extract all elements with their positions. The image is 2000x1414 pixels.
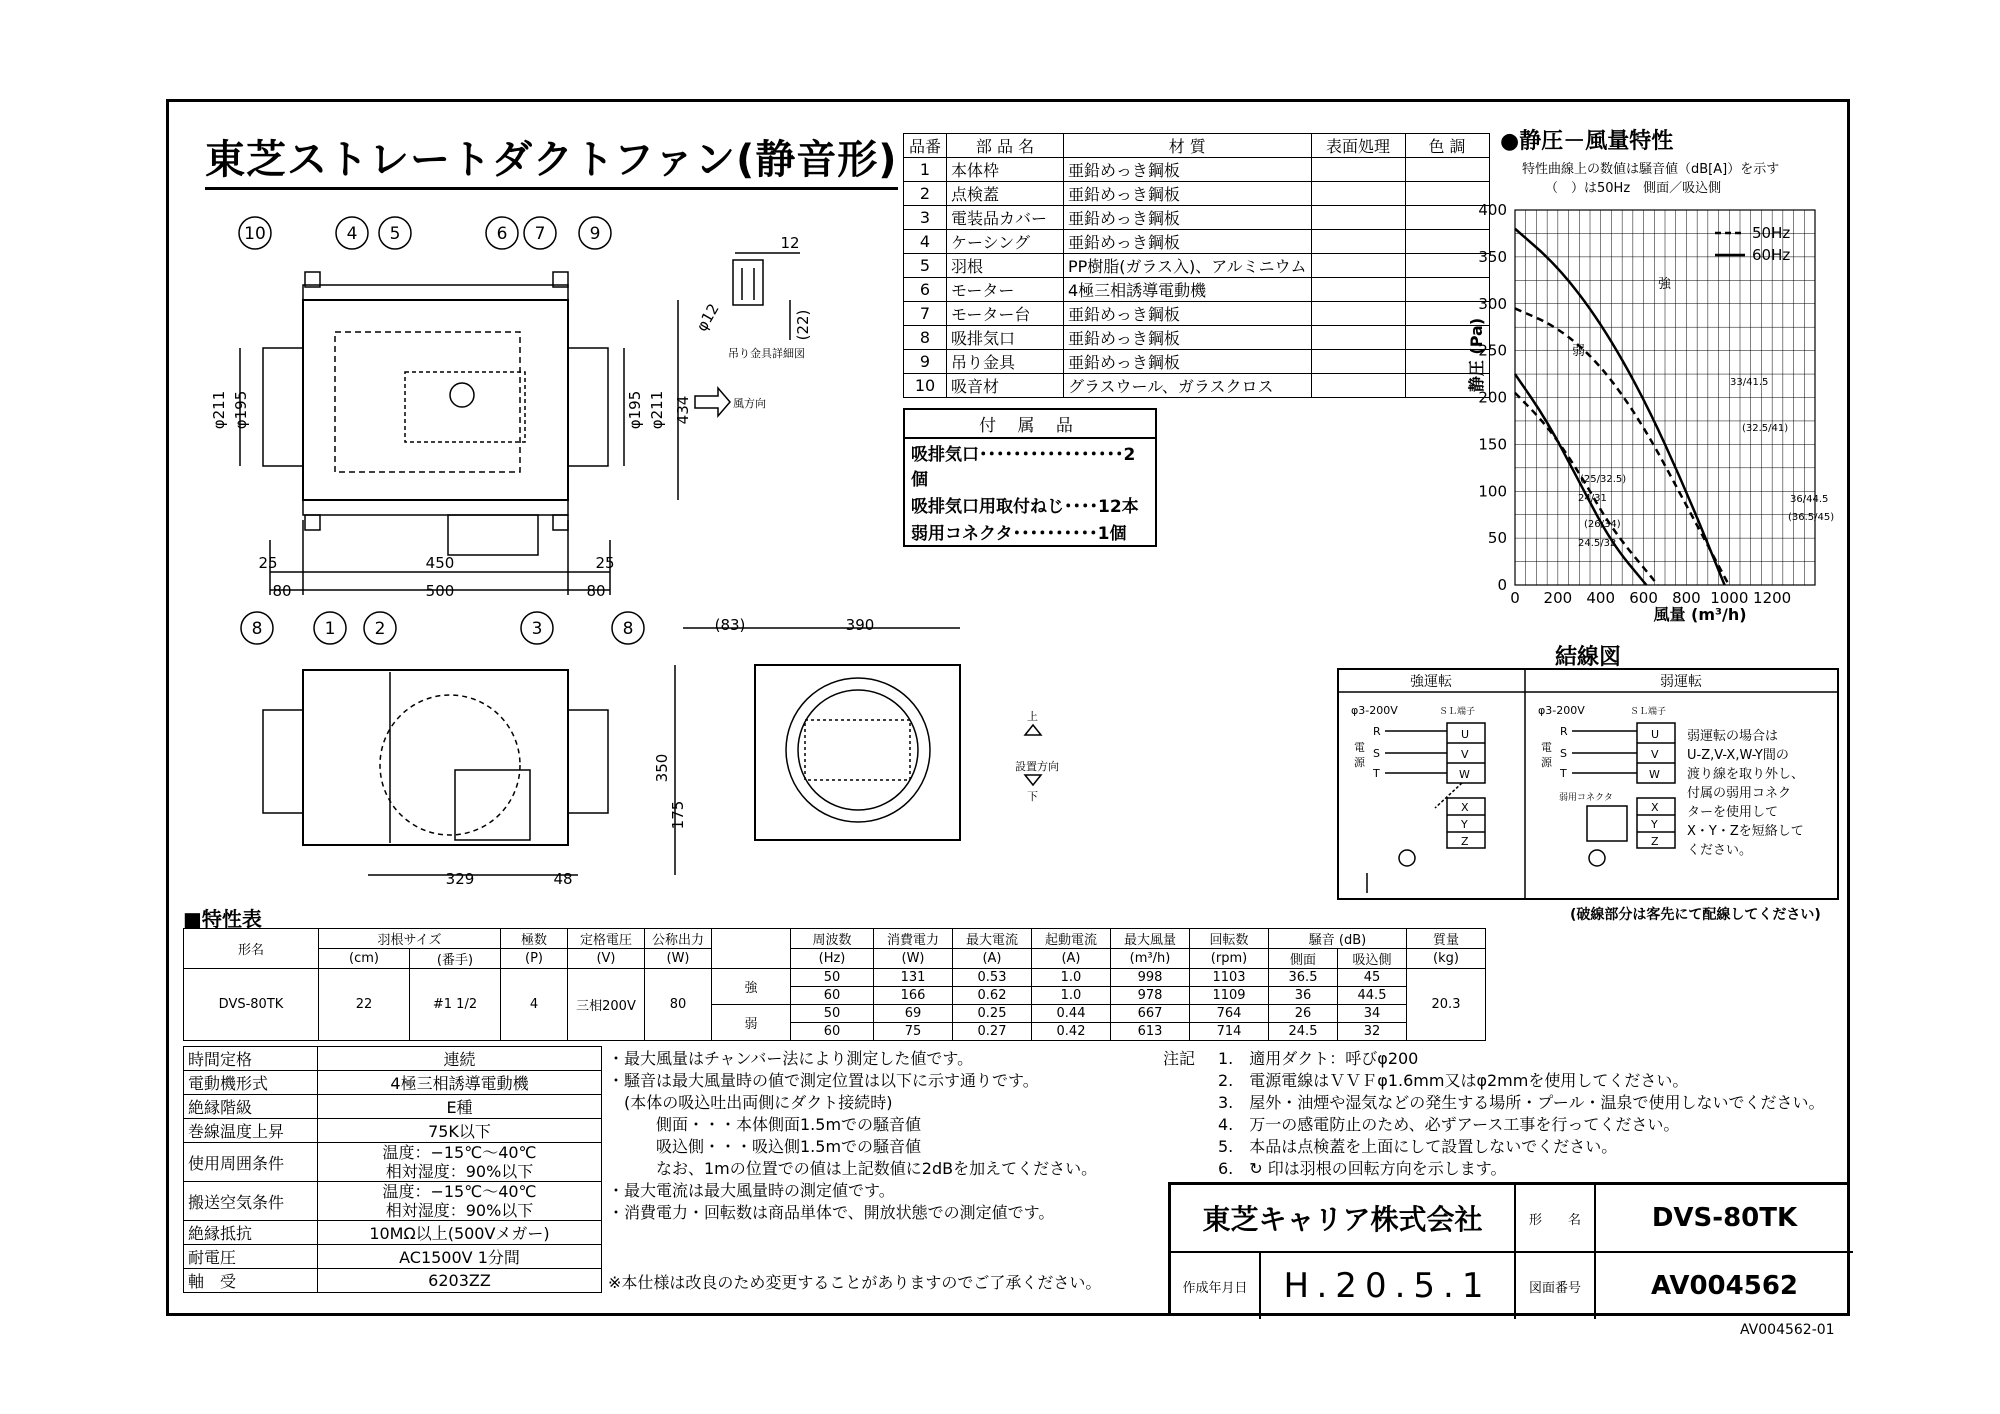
accessory-item: 吸排気口用取付ねじ････12本 (911, 497, 1139, 517)
note-line: なお、1mの位置での値は上記数値に2dBを加えてください。 (608, 1159, 1098, 1178)
y-tick-label: 0 (1497, 576, 1507, 594)
spec-h-voltage: 定格電圧 (568, 929, 645, 949)
remarks-label: 注記 (1163, 1049, 1196, 1068)
legend-60hz: 60Hz (1752, 246, 1791, 264)
parts-name: モーター (947, 278, 1064, 302)
wiring-x-weak: X (1651, 801, 1659, 814)
drawing-no-value: AV004562 (1650, 1271, 1799, 1301)
weak-note-7: ください。 (1687, 843, 1753, 858)
parts-finish (1311, 278, 1405, 302)
dim-top-9: 80 (272, 582, 292, 600)
spec-sh-a: (A) (953, 949, 1032, 969)
y-axis-title: 静圧 (Pa) (1467, 317, 1486, 393)
dim-top-6: 25 (258, 554, 278, 572)
wiring-y-weak: Y (1651, 818, 1658, 831)
chart-title: ●静圧－風量特性 (1500, 129, 1674, 154)
drawing-no-label: 図面番号 (1516, 1253, 1596, 1319)
spec-cell: 0.44 (1032, 1005, 1111, 1023)
spec-cell: 26 (1269, 1005, 1338, 1023)
parts-no: 1 (904, 158, 947, 182)
noise-label: (32.5/41) (1742, 423, 1789, 434)
noise-label: (25/32.5) (1580, 474, 1627, 485)
wiring-title: 結線図 (1555, 645, 1622, 670)
parts-material: 亜鉛めっき鋼板 (1064, 182, 1312, 206)
spec-cell: 998 (1111, 969, 1190, 987)
note-line: (本体の吸込吐出両側にダクト接続時) (608, 1093, 893, 1112)
spec-cell: 667 (1111, 1005, 1190, 1023)
wiring-w: W (1459, 768, 1470, 781)
date-value: H.20.5.1 (1261, 1253, 1516, 1319)
y-tick-label: 200 (1478, 388, 1507, 407)
parts-no: 3 (904, 206, 947, 230)
parts-no: 4 (904, 230, 947, 254)
spec-size-no: #1 1/2 (410, 969, 501, 1041)
parts-material: 亜鉛めっき鋼板 (1064, 230, 1312, 254)
hanger-dim-3: (22) (794, 309, 812, 341)
hanger-label: 吊り金具詳細図 (728, 347, 805, 360)
parts-row (904, 350, 1490, 374)
cond-label: 軸 受 (184, 1269, 318, 1293)
parts-finish (1311, 326, 1405, 350)
wiring-u: U (1461, 728, 1470, 741)
accessories-box (903, 408, 1157, 547)
spec-sh-rpm: (rpm) (1190, 949, 1269, 969)
legend-50hz: 50Hz (1752, 224, 1791, 242)
dim-bottom-4: 390 (845, 616, 875, 634)
cond-label: 搬送空気条件 (184, 1182, 318, 1221)
wiring-src-1: 電 (1354, 741, 1365, 754)
weak-note-2: U-Z,V-X,W-Y間の (1687, 748, 1789, 763)
spec-sh-kg: (kg) (1407, 949, 1486, 969)
spec-cell: 69 (874, 1005, 953, 1023)
spec-cell: 166 (874, 987, 953, 1005)
noise-label: (36.5/45) (1788, 512, 1835, 523)
dim-top-10: 500 (425, 582, 455, 600)
spec-sh-v: (V) (568, 949, 645, 969)
static-pressure-airflow-chart (1460, 195, 1855, 635)
parts-material: 亜鉛めっき鋼板 (1064, 158, 1312, 182)
spec-h-output: 公称出力 (645, 929, 712, 949)
parts-header-color: 色 調 (1405, 134, 1489, 158)
wiring-t-weak: T (1560, 767, 1567, 780)
parts-row (904, 206, 1490, 230)
spec-h-freq: 周波数 (791, 929, 874, 949)
weak-note-3: 渡り線を取り外し、 (1687, 767, 1805, 782)
parts-row (904, 230, 1490, 254)
parts-material: グラスウール、ガラスクロス (1064, 374, 1312, 398)
spec-cell: 0.53 (953, 969, 1032, 987)
y-tick-label: 300 (1478, 294, 1507, 313)
parts-name: 点検蓋 (947, 182, 1064, 206)
spec-mode-strong: 強 (712, 969, 791, 1005)
parts-row (904, 158, 1490, 182)
wiring-diagram (1337, 668, 1840, 903)
cond-label: 耐電圧 (184, 1245, 318, 1269)
parts-table (903, 133, 1490, 398)
cond-value: 温度：−15℃〜40℃ (382, 1182, 537, 1201)
wiring-terminal-strong: ＳＬ端子 (1439, 707, 1476, 717)
x-axis-title: 風量 (m³/h) (1653, 605, 1747, 624)
parts-material: 亜鉛めっき鋼板 (1064, 350, 1312, 374)
dim-top-5: 434 (674, 395, 692, 425)
remark-line: 3. 屋外・油煙や湿気などの発生する場所・プール・温泉で使用しないでください。 (1218, 1093, 1825, 1112)
airflow-label: 風方向 (733, 397, 766, 410)
parts-color (1405, 158, 1489, 182)
disclaimer: ※本仕様は改良のため変更することがありますのでご了承ください。 (608, 1273, 1102, 1292)
parts-no: 9 (904, 350, 947, 374)
spec-cell: 60 (791, 1023, 874, 1041)
part-balloon-number: 1 (324, 619, 336, 639)
wiring-r-weak: R (1560, 725, 1568, 738)
y-tick-label: 400 (1478, 201, 1507, 219)
parts-name: モーター台 (947, 302, 1064, 326)
spec-sh-side: 側面 (1269, 949, 1338, 969)
spec-cell: 0.62 (953, 987, 1032, 1005)
page-title: 東芝ストレートダクトファン(静音形) (205, 128, 898, 190)
parts-header-no: 品番 (904, 134, 947, 158)
spec-h-power: 消費電力 (874, 929, 953, 949)
parts-finish (1311, 206, 1405, 230)
date-label: 作成年月日 (1171, 1253, 1261, 1319)
remark-line: 6. ↻ 印は羽根の回転方向を示します。 (1218, 1159, 1507, 1178)
note-line: 吸込側・・・吸込側1.5mでの騒音値 (608, 1137, 922, 1156)
cond-value: 相対湿度：90%以下 (385, 1162, 534, 1181)
part-balloon-number: 7 (534, 224, 546, 244)
wiring-footnote: (破線部分は客先にて配線してください) (1570, 907, 1821, 923)
wiring-t: T (1373, 767, 1380, 780)
part-balloon-number: 4 (346, 224, 358, 244)
dim-top-2: φ195 (232, 390, 250, 430)
spec-output: 80 (645, 969, 712, 1041)
parts-material: PP樹脂(ガラス入)、アルミニウム (1064, 254, 1312, 278)
model-value: DVS-80TK (1596, 1185, 1853, 1253)
spec-cell: 764 (1190, 1005, 1269, 1023)
parts-no: 10 (904, 374, 947, 398)
cond-value: 6203ZZ (318, 1269, 602, 1293)
part-balloon-number: 8 (622, 619, 634, 639)
dim-top-4: φ211 (648, 390, 666, 430)
spec-h-poles: 極数 (501, 929, 568, 949)
wiring-v-weak: V (1651, 748, 1659, 761)
parts-row (904, 374, 1490, 398)
parts-name: 吊り金具 (947, 350, 1064, 374)
curve-label-strong: 強 (1658, 277, 1672, 292)
parts-name: 羽根 (947, 254, 1064, 278)
series-line-0 (1515, 229, 1725, 585)
spec-sh-cm: (cm) (319, 949, 410, 969)
remark-line: 1. 適用ダクト：呼びφ200 (1218, 1049, 1419, 1068)
spec-poles: 4 (501, 969, 568, 1041)
spec-sh-a2: (A) (1032, 949, 1111, 969)
dim-bottom-3: (83) (714, 616, 746, 634)
install-label: 設置方向 (1015, 760, 1059, 773)
dim-bottom-1: 329 (445, 870, 475, 888)
wiring-power-weak: φ3-200V (1538, 704, 1585, 717)
curve-label-weak: 弱 (1572, 344, 1586, 359)
spec-cell: 0.42 (1032, 1023, 1111, 1041)
chart-note-1: 特性曲線上の数値は騒音値（dB[A]）を示す (1522, 162, 1780, 177)
model-label: 形 名 (1516, 1185, 1596, 1253)
spec-cell: 613 (1111, 1023, 1190, 1041)
conditions-table (183, 1046, 602, 1293)
spec-cell: 0.27 (953, 1023, 1032, 1041)
spec-cell: 131 (874, 969, 953, 987)
wiring-r: R (1373, 725, 1381, 738)
parts-finish (1311, 302, 1405, 326)
spec-size-cm: 22 (319, 969, 410, 1041)
parts-name: 本体枠 (947, 158, 1064, 182)
spec-cell: 1109 (1190, 987, 1269, 1005)
x-tick-label: 800 (1672, 589, 1701, 607)
dim-top-1: φ211 (210, 390, 228, 430)
accessory-item: 吸排気口･････････････････2個 (911, 445, 1136, 490)
install-up: 上 (1027, 710, 1038, 723)
part-balloon-number: 9 (589, 224, 601, 244)
wiring-y: Y (1461, 818, 1468, 831)
parts-name: ケーシング (947, 230, 1064, 254)
accessory-item: 弱用コネクタ･･････････1個 (911, 524, 1127, 544)
spec-cell: 50 (791, 1005, 874, 1023)
weak-note-5: ターを使用して (1687, 805, 1779, 820)
spec-h-maxflow: 最大風量 (1111, 929, 1190, 949)
hanger-dim-1: 12 (780, 234, 800, 252)
chart-note-2: （ ）は50Hz 側面／吸込側 (1545, 181, 1722, 196)
wiring-src-w2: 源 (1541, 756, 1552, 769)
dim-top-11: 80 (586, 582, 606, 600)
y-tick-label: 50 (1487, 529, 1507, 548)
spec-cell: 36.5 (1269, 969, 1338, 987)
cond-value: AC1500V 1分間 (318, 1245, 602, 1269)
spec-mode-weak: 弱 (712, 1005, 791, 1041)
dim-bottom-6: 175 (669, 800, 687, 830)
note-line: ・消費電力・回転数は商品単体で、開放状態での測定値です。 (608, 1203, 1055, 1222)
cond-label: 絶縁抵抗 (184, 1221, 318, 1245)
wiring-weak-label: 弱運転 (1660, 674, 1702, 690)
spec-cell: 714 (1190, 1023, 1269, 1041)
parts-name: 電装品カバー (947, 206, 1064, 230)
parts-finish (1311, 374, 1405, 398)
parts-material: 亜鉛めっき鋼板 (1064, 206, 1312, 230)
parts-no: 2 (904, 182, 947, 206)
x-tick-label: 0 (1510, 589, 1520, 607)
spec-sh-p: (P) (501, 949, 568, 969)
spec-cell: 1103 (1190, 969, 1269, 987)
parts-no: 7 (904, 302, 947, 326)
spec-cell: 34 (1338, 1005, 1407, 1023)
parts-header-finish: 表面処理 (1311, 134, 1405, 158)
dim-bottom-2: 48 (553, 870, 573, 888)
company-name: 東芝キャリア株式会社 (1171, 1185, 1516, 1253)
y-tick-label: 250 (1478, 341, 1507, 360)
cond-value: 75K以下 (318, 1119, 602, 1143)
x-tick-label: 600 (1629, 589, 1658, 607)
parts-no: 6 (904, 278, 947, 302)
part-balloon-number: 5 (389, 224, 401, 244)
cond-label: 使用周囲条件 (184, 1143, 318, 1182)
noise-label: (26/34) (1584, 519, 1621, 530)
dim-top-7: 450 (425, 554, 455, 572)
install-down: 下 (1027, 790, 1038, 803)
parts-finish (1311, 182, 1405, 206)
spec-sh-w2: (W) (874, 949, 953, 969)
weak-note-6: X・Y・Zを短絡して (1687, 824, 1804, 839)
parts-no: 5 (904, 254, 947, 278)
cond-label: 絶縁階級 (184, 1095, 318, 1119)
parts-row (904, 302, 1490, 326)
spec-cell: 978 (1111, 987, 1190, 1005)
footer-code: AV004562-01 (1740, 1322, 1835, 1338)
dim-top-3: φ195 (626, 390, 644, 430)
wiring-src-w1: 電 (1541, 741, 1552, 754)
spec-cell: 45 (1338, 969, 1407, 987)
wiring-connector: 弱用コネクタ (1559, 793, 1613, 803)
remark-line: 5. 本品は点検蓋を上面にして設置しないでください。 (1218, 1137, 1618, 1156)
weak-note-4: 付属の弱用コネク (1687, 786, 1792, 801)
measurement-notes (608, 1048, 1097, 1224)
wiring-src-2: 源 (1354, 756, 1365, 769)
spec-sh-w: (W) (645, 949, 712, 969)
part-balloon-number: 6 (496, 224, 508, 244)
part-balloon-number: 2 (374, 619, 386, 639)
part-balloon-number: 10 (244, 224, 266, 244)
cond-label: 巻線温度上昇 (184, 1119, 318, 1143)
spec-cell: 0.25 (953, 1005, 1032, 1023)
parts-name: 吸排気口 (947, 326, 1064, 350)
cond-label: 時間定格 (184, 1047, 318, 1071)
hanger-dim-2: φ12 (692, 300, 723, 335)
cond-value: E種 (318, 1095, 602, 1119)
parts-row (904, 278, 1490, 302)
parts-finish (1311, 230, 1405, 254)
accessories-header: 付 属 品 (905, 410, 1155, 439)
spec-voltage: 三相200V (568, 969, 645, 1041)
wiring-z-weak: Z (1651, 835, 1659, 848)
spec-sh-no: (番手) (410, 949, 501, 969)
spec-cell: 75 (874, 1023, 953, 1041)
wiring-strong-label: 強運転 (1410, 674, 1452, 690)
spec-model: DVS-80TK (184, 969, 319, 1041)
parts-name: 吸音材 (947, 374, 1064, 398)
spec-h-noise: 騒音 (dB) (1269, 929, 1407, 949)
parts-row (904, 254, 1490, 278)
spec-cell: 60 (791, 987, 874, 1005)
wiring-w-weak: W (1649, 768, 1660, 781)
parts-material: 4極三相誘導電動機 (1064, 278, 1312, 302)
cond-value: 連続 (318, 1047, 602, 1071)
wiring-u-weak: U (1651, 728, 1660, 741)
part-balloon-number: 8 (251, 619, 263, 639)
note-line: ・最大電流は最大風量時の測定値です。 (608, 1181, 895, 1200)
parts-header-name: 部 品 名 (947, 134, 1064, 158)
spec-h-model: 形名 (184, 929, 319, 969)
dim-top-8: 25 (595, 554, 615, 572)
dim-bottom-5: 350 (653, 753, 671, 783)
wiring-z: Z (1461, 835, 1469, 848)
y-tick-label: 100 (1478, 482, 1507, 501)
remarks (1163, 1048, 1824, 1180)
spec-sh-m3h: (m³/h) (1111, 949, 1190, 969)
note-line: 側面・・・本体側面1.5mでの騒音値 (608, 1115, 922, 1134)
wiring-v: V (1461, 748, 1469, 761)
cond-value: 温度：−15℃〜40℃ (382, 1143, 537, 1162)
spec-h-maxcur: 最大電流 (953, 929, 1032, 949)
parts-no: 8 (904, 326, 947, 350)
parts-row (904, 182, 1490, 206)
wiring-terminal-weak: ＳＬ端子 (1630, 707, 1667, 717)
parts-finish (1311, 254, 1405, 278)
spec-cell: 1.0 (1032, 969, 1111, 987)
noise-label: 24.5/32 (1578, 538, 1617, 549)
wiring-power-strong: φ3-200V (1351, 704, 1398, 717)
spec-mass: 20.3 (1407, 969, 1486, 1041)
y-tick-label: 350 (1478, 247, 1507, 266)
spec-sh-hz: (Hz) (791, 949, 874, 969)
cond-value: 相対湿度：90%以下 (385, 1201, 534, 1220)
spec-cell: 50 (791, 969, 874, 987)
spec-h-mass: 質量 (1407, 929, 1486, 949)
x-tick-label: 1000 (1710, 589, 1749, 607)
weak-note-1: 弱運転の場合は (1687, 729, 1779, 744)
remark-line: 4. 万一の感電防止のため、必ずアース工事を行ってください。 (1218, 1115, 1680, 1134)
x-tick-label: 1200 (1753, 589, 1792, 607)
part-balloon-number: 3 (531, 619, 543, 639)
cond-label: 電動機形式 (184, 1071, 318, 1095)
spec-sh-intake: 吸込側 (1338, 949, 1407, 969)
spec-cell: 24.5 (1269, 1023, 1338, 1041)
remark-line: 2. 電源電線はＶＶＦφ1.6mm又はφ2mmを使用してください。 (1218, 1071, 1689, 1090)
note-line: ・最大風量はチャンバー法により測定した値です。 (608, 1049, 974, 1068)
spec-table (183, 928, 1486, 1041)
noise-label: 36/44.5 (1790, 494, 1829, 505)
wiring-s: S (1373, 747, 1380, 760)
wiring-s-weak: S (1560, 747, 1567, 760)
spec-h-size: 羽根サイズ (319, 929, 501, 949)
spec-h-startcur: 起動電流 (1032, 929, 1111, 949)
spec-section-title: ■特性表 (183, 907, 262, 931)
title-block (1168, 1182, 1850, 1316)
cond-value: 4極三相誘導電動機 (318, 1071, 602, 1095)
spec-h-rpm: 回転数 (1190, 929, 1269, 949)
spec-cell: 1.0 (1032, 987, 1111, 1005)
parts-material: 亜鉛めっき鋼板 (1064, 302, 1312, 326)
y-tick-label: 150 (1478, 435, 1507, 454)
parts-finish (1311, 350, 1405, 374)
x-tick-label: 200 (1543, 589, 1573, 607)
spec-cell: 36 (1269, 987, 1338, 1005)
parts-material: 亜鉛めっき鋼板 (1064, 326, 1312, 350)
noise-label: 24/31 (1578, 493, 1607, 504)
cond-value: 10MΩ以上(500Vメガー) (318, 1221, 602, 1245)
x-tick-label: 400 (1586, 589, 1616, 607)
wiring-x: X (1461, 801, 1469, 814)
parts-header-material: 材 質 (1064, 134, 1312, 158)
noise-label: 33/41.5 (1730, 377, 1769, 388)
spec-cell: 44.5 (1338, 987, 1407, 1005)
spec-cell: 32 (1338, 1023, 1407, 1041)
parts-row (904, 326, 1490, 350)
parts-finish (1311, 158, 1405, 182)
note-line: ・騒音は最大風量時の値で測定位置は以下に示す通りです。 (608, 1071, 1039, 1090)
